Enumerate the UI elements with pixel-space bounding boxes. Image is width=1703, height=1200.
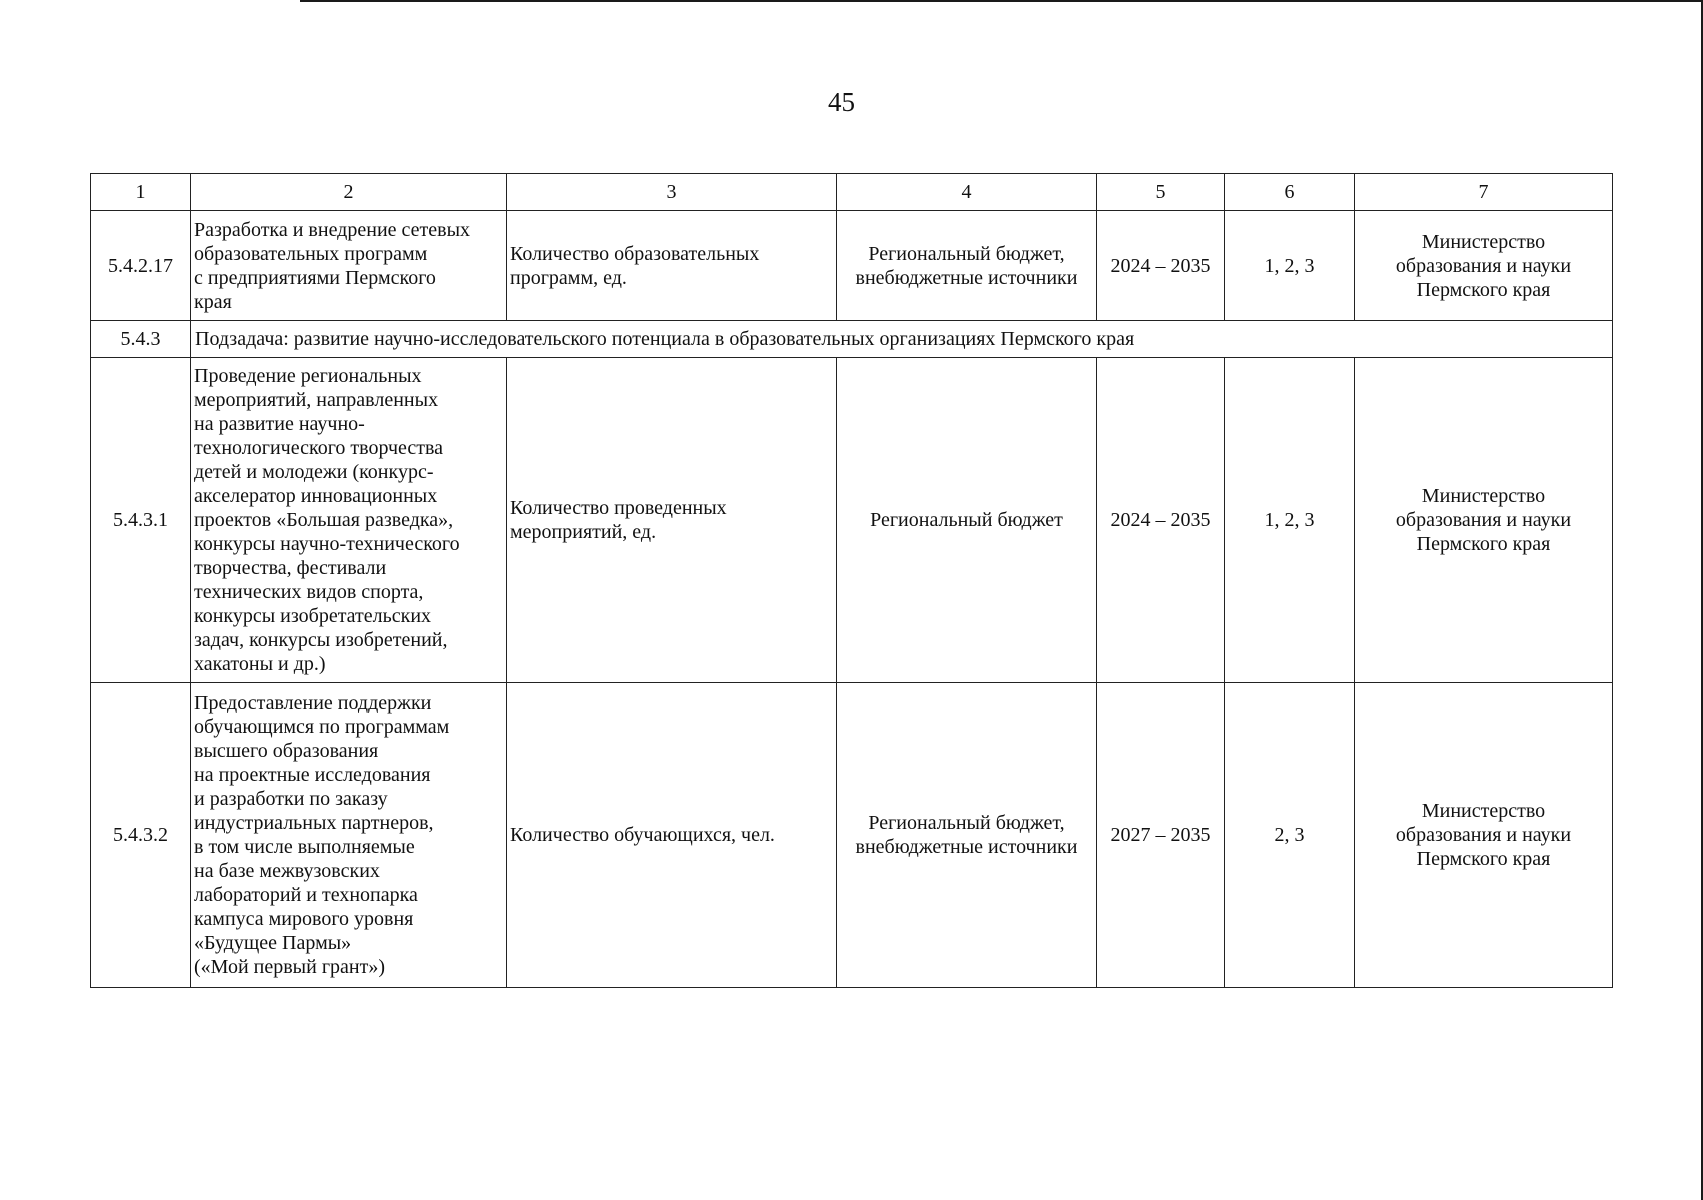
header-row — [91, 174, 1613, 211]
period: 2024 – 2035 — [1097, 211, 1225, 321]
subtask-number: 5.4.3 — [91, 321, 191, 358]
executor: Министерство образования и науки Пермского края — [1355, 211, 1613, 321]
indicator: Количество проведенных мероприятий, ед. — [507, 358, 837, 683]
scan-edge-top — [300, 0, 1703, 2]
period: 2027 – 2035 — [1097, 683, 1225, 988]
stages: 2, 3 — [1225, 683, 1355, 988]
measure-name: Разработка и внедрение сетевых образовательных программ с предприятиями Пермского края — [191, 211, 507, 321]
header-col-4: 4 — [837, 174, 1097, 211]
row-number: 5.4.3.1 — [91, 358, 191, 683]
program-table — [90, 173, 1613, 988]
header-col-1: 1 — [91, 174, 191, 211]
page-number: 45 — [828, 87, 855, 117]
indicator: Количество образовательных программ, ед. — [507, 211, 837, 321]
subtask-text: Подзадача: развитие научно-исследовательского потенциала в образовательных организациях Пермского края — [191, 321, 1613, 358]
indicator: Количество обучающихся, чел. — [507, 683, 837, 988]
period: 2024 – 2035 — [1097, 358, 1225, 683]
table-row — [91, 358, 1613, 683]
row-number: 5.4.3.2 — [91, 683, 191, 988]
executor: Министерство образования и науки Пермского края — [1355, 683, 1613, 988]
header-col-3: 3 — [507, 174, 837, 211]
header-col-5: 5 — [1097, 174, 1225, 211]
measure-name: Предоставление поддержки обучающимся по программам высшего образования на проектные исследования и разработки по заказу индустриальных партнеров, в том числе выполняемые на базе межвузовских лабораторий и технопарка кампуса мирового уровня «Будущее Пармы» («Мой первый грант») — [191, 683, 507, 988]
header-col-6: 6 — [1225, 174, 1355, 211]
table-row — [91, 683, 1613, 988]
stages: 1, 2, 3 — [1225, 211, 1355, 321]
header-col-7: 7 — [1355, 174, 1613, 211]
executor: Министерство образования и науки Пермского края — [1355, 358, 1613, 683]
measure-name: Проведение региональных мероприятий, направленных на развитие научно- технологического творчества детей и молодежи (конкурс- акселератор инновационных проектов «Большая разведка», конкурсы научно-технического творчества, фестивали технических видов спорта, конкурсы изобретательских задач, конкурсы изобретений, хакатоны и др.) — [191, 358, 507, 683]
header-col-2: 2 — [191, 174, 507, 211]
funding-source: Региональный бюджет, внебюджетные источники — [837, 683, 1097, 988]
funding-source: Региональный бюджет — [837, 358, 1097, 683]
funding-source: Региональный бюджет, внебюджетные источники — [837, 211, 1097, 321]
row-number: 5.4.2.17 — [91, 211, 191, 321]
subtask-row — [91, 321, 1613, 358]
stages: 1, 2, 3 — [1225, 358, 1355, 683]
table-row — [91, 211, 1613, 321]
